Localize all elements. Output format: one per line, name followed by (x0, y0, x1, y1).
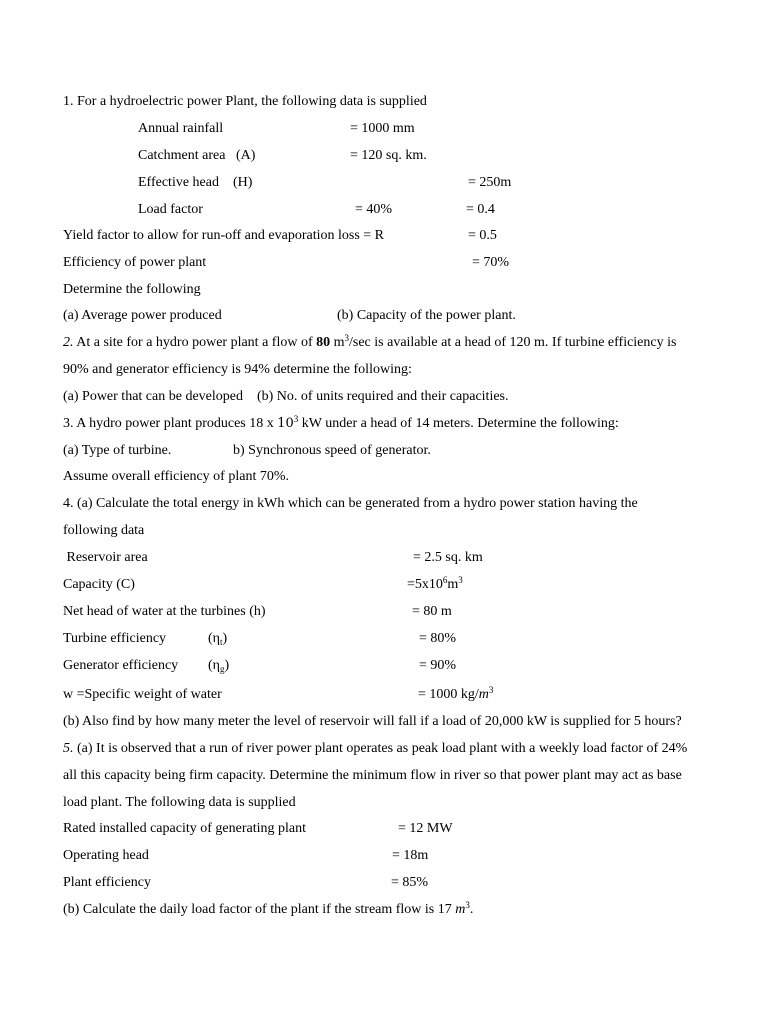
q5-line-2: all this capacity being firm capacity. Determine the minimum flow in river so that power plant may act as base (63, 768, 682, 783)
q4-label-generator: Generator efficiency (63, 658, 179, 673)
q4-weight-unit: m (478, 687, 489, 702)
q3-power-base: 10 (277, 416, 294, 431)
q4-label-head: Net head of water at the turbines (h) (63, 604, 266, 619)
q4-value-reservoir: = 2.5 sq. km (413, 550, 483, 565)
q4-intro-2: following data (63, 523, 145, 538)
q4-value-head: = 80 m (412, 604, 452, 619)
q1-value-loadfactor: = 40% (355, 202, 393, 217)
q4-eta-g: (η (208, 658, 220, 673)
q4-weight-text: = 1000 kg/ (418, 687, 479, 702)
q2-unit-exp: 3 (344, 333, 349, 343)
q4-label-turbine: Turbine efficiency (63, 631, 167, 646)
q2-line-1 (63, 335, 676, 351)
q5-part-b-unit: m (455, 902, 466, 917)
q4-eta-t-close: ) (222, 631, 228, 646)
q4-intro-1: 4. (a) Calculate the total energy in kWh which can be generated from a hydro power station having the (63, 496, 638, 511)
q1-value-head: = 250m (468, 175, 512, 190)
q1-label-head: Effective head (H) (138, 175, 253, 190)
q4-capacity-exp: 6 (442, 575, 448, 585)
q2-text-2: m (330, 335, 345, 350)
q2-flow-value: 80 (316, 335, 331, 350)
q5-label-capacity: Rated installed capacity of generating plant (63, 821, 306, 836)
q4-capacity-unit: m (447, 577, 459, 592)
q4-value-capacity (407, 577, 463, 593)
q1-value-catchment: = 120 sq. km. (350, 148, 427, 163)
q3-power-exp: 3 (293, 414, 299, 424)
q1-label-yield: Yield factor to allow for run-off and evaporation loss = R (63, 228, 385, 243)
q1-label-rainfall: Annual rainfall (138, 121, 224, 136)
q3-part-a: (a) Type of turbine. (63, 443, 172, 458)
q4-eta-g-close: ) (224, 658, 230, 673)
q5-part-b-exp: 3 (465, 900, 470, 910)
q1-label-catchment: Catchment area (A) (138, 148, 256, 163)
q4-part-b: (b) Also find by how many meter the level of reservoir will fall if a load of 20,000 kW is supplied for 5 hours? (63, 714, 682, 729)
q5-line-3: load plant. The following data is supplied (63, 795, 296, 810)
q3-text-2: kW under a head of 14 meters. Determine the following: (298, 416, 619, 431)
q5-part-b-period: . (469, 902, 474, 917)
q2-number: 2. (63, 335, 74, 350)
q5-text-1: (a) It is observed that a run of river power plant operates as peak load plant with a weekly load factor of 24% (73, 741, 688, 756)
q3-part-b: b) Synchronous speed of generator. (233, 443, 431, 458)
q4-value-weight (418, 687, 493, 703)
q4-weight-exp: 3 (488, 685, 494, 695)
q1-value-rainfall: = 1000 mm (350, 121, 415, 136)
q1-value-efficiency: = 70% (472, 255, 510, 270)
q4-eta-t-sub: t (219, 637, 223, 647)
q4-label-weight: w =Specific weight of water (63, 687, 222, 702)
q1-part-b: (b) Capacity of the power plant. (337, 308, 516, 323)
q2-text-1: At a site for a hydro power plant a flow of (73, 335, 317, 350)
q1-intro: 1. For a hydroelectric power Plant, the following data is supplied (63, 94, 427, 109)
q2-text-3: /sec is available at a head of 120 m. If turbine efficiency is (349, 335, 677, 350)
q1-value-loadfactor-decimal: = 0.4 (466, 202, 495, 217)
q5-number: 5. (63, 741, 74, 756)
q4-label-reservoir: Reservoir area (63, 550, 148, 565)
q1-part-a: (a) Average power produced (63, 308, 222, 323)
q5-line-1 (63, 741, 687, 757)
q5-value-efficiency: = 85% (391, 875, 429, 890)
q4-label-capacity: Capacity (C) (63, 577, 135, 592)
q4-value-generator: = 90% (419, 658, 457, 673)
q1-label-loadfactor: Load factor (138, 202, 203, 217)
q1-label-efficiency: Efficiency of power plant (63, 255, 207, 270)
q5-label-efficiency: Plant efficiency (63, 875, 151, 890)
q4-capacity-mantissa: =5x10 (407, 577, 443, 592)
q3-assume: Assume overall efficiency of plant 70%. (63, 469, 290, 484)
q3-line-1 (63, 416, 619, 432)
q3-text-1: 3. A hydro power plant produces 18 x (63, 416, 278, 431)
q4-value-turbine: = 80% (419, 631, 457, 646)
q4-generator-symbol (208, 658, 229, 674)
q2-parts: (a) Power that can be developed (b) No. of units required and their capacities. (63, 389, 509, 404)
q5-value-head: = 18m (392, 848, 429, 863)
q4-eta-t: (η (208, 631, 220, 646)
q1-value-yield: = 0.5 (468, 228, 497, 243)
q4-eta-g-sub: g (219, 664, 225, 674)
q2-line-2: 90% and generator efficiency is 94% determine the following: (63, 362, 412, 377)
q1-determine: Determine the following (63, 282, 201, 297)
q5-value-capacity: = 12 MW (398, 821, 453, 836)
q5-label-head: Operating head (63, 848, 149, 863)
q4-turbine-symbol (208, 631, 227, 647)
q4-capacity-unit-exp: 3 (458, 575, 463, 585)
q5-part-b-text: (b) Calculate the daily load factor of the plant if the stream flow is 17 (63, 902, 456, 917)
q5-part-b (63, 902, 473, 918)
